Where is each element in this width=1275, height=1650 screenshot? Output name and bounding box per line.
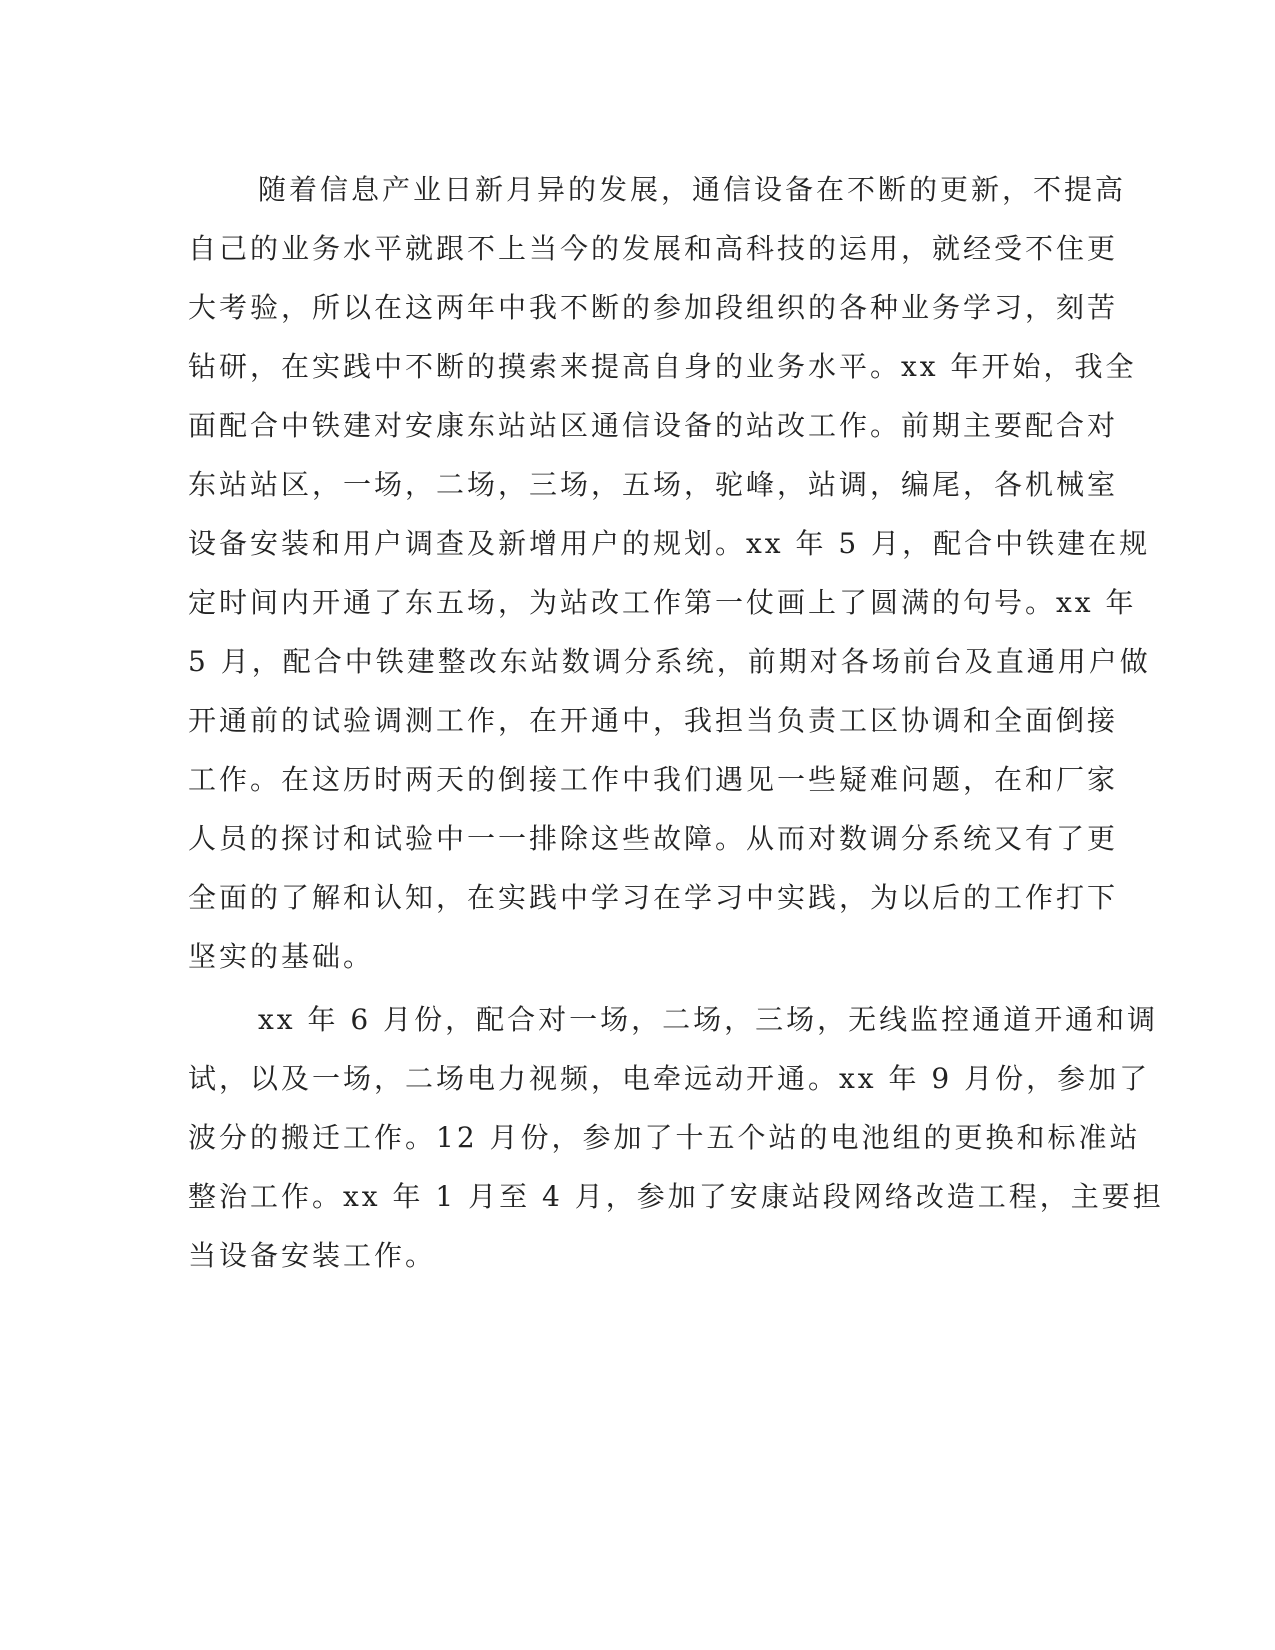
text-line: 整治工作。xx 年 1 月至 4 月，参加了安康站段网络改造工程，主要担 (188, 1180, 1164, 1213)
text-line: 东站站区，一场，二场，三场，五场，驼峰，站调，编尾，各机械室 (188, 468, 1119, 501)
text-line: 当设备安装工作。 (188, 1239, 437, 1272)
text-line: 试，以及一场，二场电力视频，电牵远动开通。xx 年 9 月份，参加了 (188, 1062, 1151, 1095)
text-line: 工作。在这历时两天的倒接工作中我们遇见一些疑难问题，在和厂家 (188, 763, 1119, 796)
paragraph-2 (188, 990, 1164, 1285)
text-line: 开通前的试验调测工作，在开通中，我担当负责工区协调和全面倒接 (188, 704, 1119, 737)
text-line: 钻研，在实践中不断的摸索来提高自身的业务水平。xx 年开始，我全 (188, 350, 1137, 383)
text-line: 5 月，配合中铁建整改东站数调分系统，前期对各场前台及直通用户做 (188, 645, 1151, 678)
text-line: 自己的业务水平就跟不上当今的发展和高科技的运用，就经受不住更 (188, 232, 1119, 265)
text-line: 波分的搬迁工作。12 月份，参加了十五个站的电池组的更换和标准站 (188, 1121, 1141, 1154)
text-line: 大考验，所以在这两年中我不断的参加段组织的各种业务学习，刻苦 (188, 291, 1119, 324)
text-line: 坚实的基础。 (188, 940, 375, 973)
text-line: 设备安装和用户调查及新增用户的规划。xx 年 5 月，配合中铁建在规 (188, 527, 1151, 560)
text-line: xx 年 6 月份，配合对一场，二场，三场，无线监控通道开通和调 (258, 1003, 1159, 1036)
text-line: 随着信息产业日新月异的发展，通信设备在不断的更新，不提高 (258, 173, 1127, 206)
text-line: 定时间内开通了东五场，为站改工作第一仗画上了圆满的句号。xx 年 (188, 586, 1137, 619)
document-body (188, 160, 1164, 1285)
text-line: 全面的了解和认知，在实践中学习在学习中实践，为以后的工作打下 (188, 881, 1119, 914)
text-line: 人员的探讨和试验中一一排除这些故障。从而对数调分系统又有了更 (188, 822, 1119, 855)
text-line: 面配合中铁建对安康东站站区通信设备的站改工作。前期主要配合对 (188, 409, 1119, 442)
paragraph-1 (188, 160, 1151, 986)
